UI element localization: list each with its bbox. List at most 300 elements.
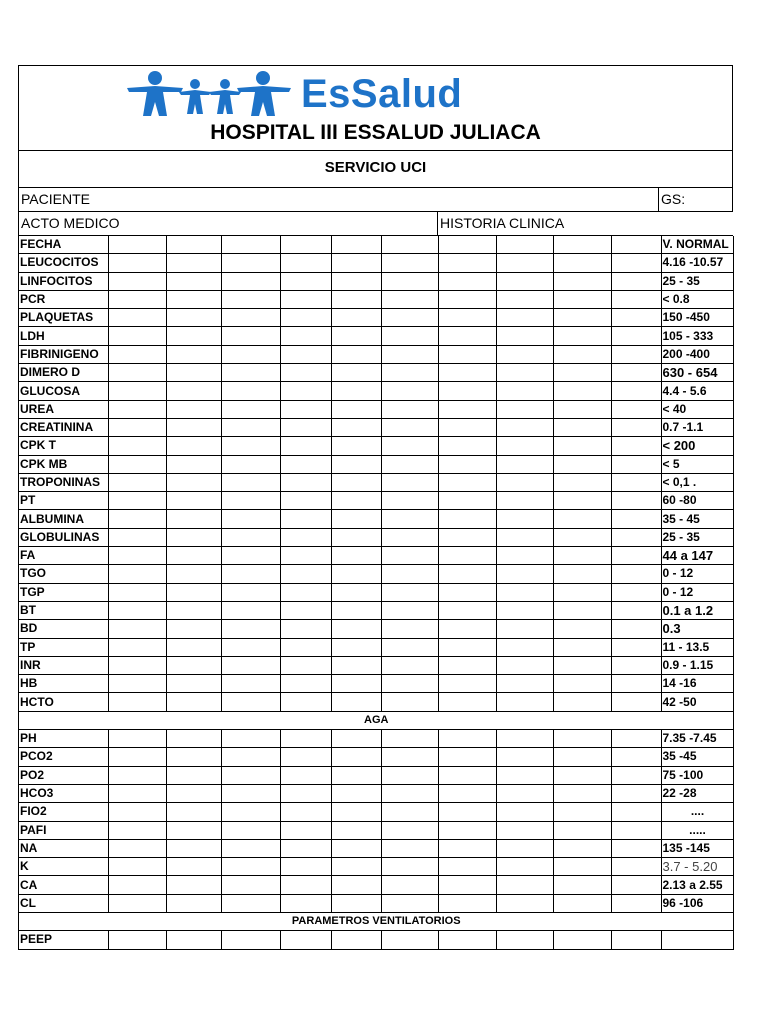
result-cell[interactable] — [496, 254, 553, 272]
result-cell[interactable] — [108, 931, 166, 949]
result-cell[interactable] — [553, 437, 611, 455]
result-cell[interactable] — [108, 601, 166, 619]
result-cell[interactable] — [280, 748, 331, 766]
result-cell[interactable] — [166, 675, 221, 693]
result-cell[interactable] — [553, 309, 611, 327]
result-cell[interactable] — [553, 382, 611, 400]
result-cell[interactable] — [280, 858, 331, 876]
result-cell[interactable] — [331, 565, 381, 583]
result-cell[interactable] — [108, 583, 166, 601]
result-cell[interactable] — [108, 254, 166, 272]
result-cell[interactable] — [553, 528, 611, 546]
result-cell[interactable] — [438, 473, 496, 491]
result-cell[interactable] — [221, 272, 280, 290]
result-cell[interactable] — [496, 327, 553, 345]
result-cell[interactable] — [280, 345, 331, 363]
result-cell[interactable] — [438, 418, 496, 436]
result-cell[interactable] — [381, 345, 438, 363]
result-cell[interactable] — [280, 272, 331, 290]
result-cell[interactable] — [108, 547, 166, 565]
result-cell[interactable] — [221, 492, 280, 510]
result-cell[interactable] — [381, 821, 438, 839]
result-cell[interactable] — [381, 638, 438, 656]
result-cell[interactable] — [166, 345, 221, 363]
result-cell[interactable] — [166, 254, 221, 272]
patient-field[interactable]: PACIENTE — [19, 188, 659, 211]
result-cell[interactable] — [438, 547, 496, 565]
result-cell[interactable] — [438, 400, 496, 418]
result-cell[interactable] — [381, 492, 438, 510]
result-cell[interactable] — [496, 547, 553, 565]
result-cell[interactable] — [611, 418, 661, 436]
result-cell[interactable] — [496, 675, 553, 693]
result-cell[interactable] — [221, 656, 280, 674]
result-cell[interactable] — [221, 236, 280, 254]
result-cell[interactable] — [553, 876, 611, 894]
result-cell[interactable] — [553, 290, 611, 308]
result-cell[interactable] — [331, 272, 381, 290]
result-cell[interactable] — [496, 290, 553, 308]
result-cell[interactable] — [553, 510, 611, 528]
result-cell[interactable] — [166, 290, 221, 308]
result-cell[interactable] — [280, 876, 331, 894]
result-cell[interactable] — [611, 583, 661, 601]
result-cell[interactable] — [438, 931, 496, 949]
result-cell[interactable] — [166, 693, 221, 711]
result-cell[interactable] — [381, 748, 438, 766]
result-cell[interactable] — [108, 693, 166, 711]
result-cell[interactable] — [221, 638, 280, 656]
result-cell[interactable] — [331, 730, 381, 748]
result-cell[interactable] — [280, 730, 331, 748]
result-cell[interactable] — [108, 784, 166, 802]
result-cell[interactable] — [280, 766, 331, 784]
result-cell[interactable] — [381, 931, 438, 949]
result-cell[interactable] — [331, 638, 381, 656]
result-cell[interactable] — [166, 510, 221, 528]
result-cell[interactable] — [280, 620, 331, 638]
result-cell[interactable] — [331, 931, 381, 949]
result-cell[interactable] — [611, 345, 661, 363]
result-cell[interactable] — [166, 601, 221, 619]
result-cell[interactable] — [381, 455, 438, 473]
result-cell[interactable] — [553, 254, 611, 272]
result-cell[interactable] — [438, 693, 496, 711]
result-cell[interactable] — [221, 601, 280, 619]
result-cell[interactable] — [496, 309, 553, 327]
result-cell[interactable] — [381, 547, 438, 565]
result-cell[interactable] — [108, 418, 166, 436]
result-cell[interactable] — [221, 473, 280, 491]
result-cell[interactable] — [221, 583, 280, 601]
result-cell[interactable] — [108, 620, 166, 638]
result-cell[interactable] — [331, 547, 381, 565]
result-cell[interactable] — [166, 565, 221, 583]
result-cell[interactable] — [166, 858, 221, 876]
result-cell[interactable] — [221, 437, 280, 455]
result-cell[interactable] — [166, 492, 221, 510]
result-cell[interactable] — [381, 766, 438, 784]
result-cell[interactable] — [611, 693, 661, 711]
result-cell[interactable] — [221, 730, 280, 748]
result-cell[interactable] — [438, 730, 496, 748]
result-cell[interactable] — [331, 656, 381, 674]
result-cell[interactable] — [438, 876, 496, 894]
result-cell[interactable] — [108, 894, 166, 912]
result-cell[interactable] — [611, 748, 661, 766]
result-cell[interactable] — [221, 309, 280, 327]
result-cell[interactable] — [280, 236, 331, 254]
result-cell[interactable] — [611, 821, 661, 839]
result-cell[interactable] — [280, 309, 331, 327]
result-cell[interactable] — [331, 748, 381, 766]
result-cell[interactable] — [381, 620, 438, 638]
result-cell[interactable] — [280, 693, 331, 711]
result-cell[interactable] — [381, 784, 438, 802]
result-cell[interactable] — [611, 327, 661, 345]
result-cell[interactable] — [221, 766, 280, 784]
result-cell[interactable] — [438, 821, 496, 839]
result-cell[interactable] — [381, 803, 438, 821]
result-cell[interactable] — [381, 693, 438, 711]
result-cell[interactable] — [280, 894, 331, 912]
result-cell[interactable] — [221, 784, 280, 802]
result-cell[interactable] — [553, 345, 611, 363]
result-cell[interactable] — [166, 638, 221, 656]
result-cell[interactable] — [496, 803, 553, 821]
result-cell[interactable] — [280, 638, 331, 656]
result-cell[interactable] — [166, 730, 221, 748]
result-cell[interactable] — [331, 839, 381, 857]
result-cell[interactable] — [381, 272, 438, 290]
result-cell[interactable] — [381, 858, 438, 876]
result-cell[interactable] — [166, 620, 221, 638]
result-cell[interactable] — [611, 839, 661, 857]
result-cell[interactable] — [438, 583, 496, 601]
result-cell[interactable] — [496, 620, 553, 638]
result-cell[interactable] — [280, 510, 331, 528]
result-cell[interactable] — [280, 382, 331, 400]
result-cell[interactable] — [381, 254, 438, 272]
result-cell[interactable] — [553, 784, 611, 802]
result-cell[interactable] — [496, 418, 553, 436]
result-cell[interactable] — [496, 473, 553, 491]
result-cell[interactable] — [221, 364, 280, 382]
result-cell[interactable] — [166, 839, 221, 857]
result-cell[interactable] — [611, 547, 661, 565]
result-cell[interactable] — [221, 510, 280, 528]
result-cell[interactable] — [496, 382, 553, 400]
result-cell[interactable] — [381, 382, 438, 400]
result-cell[interactable] — [331, 675, 381, 693]
result-cell[interactable] — [611, 638, 661, 656]
result-cell[interactable] — [331, 894, 381, 912]
result-cell[interactable] — [611, 876, 661, 894]
result-cell[interactable] — [553, 730, 611, 748]
result-cell[interactable] — [496, 528, 553, 546]
result-cell[interactable] — [166, 528, 221, 546]
result-cell[interactable] — [331, 418, 381, 436]
result-cell[interactable] — [108, 565, 166, 583]
result-cell[interactable] — [166, 437, 221, 455]
result-cell[interactable] — [438, 656, 496, 674]
result-cell[interactable] — [438, 382, 496, 400]
result-cell[interactable] — [553, 418, 611, 436]
result-cell[interactable] — [381, 601, 438, 619]
result-cell[interactable] — [221, 876, 280, 894]
result-cell[interactable] — [331, 620, 381, 638]
historia-clinica-field[interactable]: HISTORIA CLINICA — [440, 215, 565, 231]
result-cell[interactable] — [553, 547, 611, 565]
result-cell[interactable] — [438, 437, 496, 455]
result-cell[interactable] — [381, 290, 438, 308]
result-cell[interactable] — [438, 272, 496, 290]
result-cell[interactable] — [438, 364, 496, 382]
result-cell[interactable] — [221, 803, 280, 821]
result-cell[interactable] — [221, 931, 280, 949]
result-cell[interactable] — [553, 693, 611, 711]
result-cell[interactable] — [496, 748, 553, 766]
result-cell[interactable] — [331, 803, 381, 821]
result-cell[interactable] — [553, 327, 611, 345]
result-cell[interactable] — [553, 492, 611, 510]
result-cell[interactable] — [108, 437, 166, 455]
result-cell[interactable] — [280, 839, 331, 857]
result-cell[interactable] — [553, 656, 611, 674]
result-cell[interactable] — [166, 803, 221, 821]
result-cell[interactable] — [496, 931, 553, 949]
result-cell[interactable] — [280, 364, 331, 382]
result-cell[interactable] — [108, 400, 166, 418]
result-cell[interactable] — [166, 236, 221, 254]
result-cell[interactable] — [611, 254, 661, 272]
result-cell[interactable] — [553, 272, 611, 290]
result-cell[interactable] — [611, 455, 661, 473]
result-cell[interactable] — [381, 309, 438, 327]
result-cell[interactable] — [381, 400, 438, 418]
result-cell[interactable] — [108, 364, 166, 382]
result-cell[interactable] — [553, 583, 611, 601]
result-cell[interactable] — [280, 290, 331, 308]
result-cell[interactable] — [166, 364, 221, 382]
result-cell[interactable] — [166, 473, 221, 491]
result-cell[interactable] — [221, 382, 280, 400]
result-cell[interactable] — [166, 547, 221, 565]
result-cell[interactable] — [166, 894, 221, 912]
result-cell[interactable] — [553, 473, 611, 491]
result-cell[interactable] — [381, 583, 438, 601]
result-cell[interactable] — [438, 894, 496, 912]
result-cell[interactable] — [496, 656, 553, 674]
result-cell[interactable] — [438, 620, 496, 638]
result-cell[interactable] — [553, 236, 611, 254]
result-cell[interactable] — [280, 400, 331, 418]
result-cell[interactable] — [221, 418, 280, 436]
result-cell[interactable] — [108, 656, 166, 674]
result-cell[interactable] — [381, 656, 438, 674]
result-cell[interactable] — [496, 821, 553, 839]
result-cell[interactable] — [331, 254, 381, 272]
result-cell[interactable] — [108, 327, 166, 345]
result-cell[interactable] — [221, 290, 280, 308]
result-cell[interactable] — [496, 583, 553, 601]
result-cell[interactable] — [331, 437, 381, 455]
result-cell[interactable] — [331, 236, 381, 254]
result-cell[interactable] — [331, 364, 381, 382]
result-cell[interactable] — [166, 327, 221, 345]
result-cell[interactable] — [496, 766, 553, 784]
result-cell[interactable] — [438, 601, 496, 619]
result-cell[interactable] — [108, 766, 166, 784]
result-cell[interactable] — [553, 601, 611, 619]
result-cell[interactable] — [438, 510, 496, 528]
result-cell[interactable] — [331, 473, 381, 491]
result-cell[interactable] — [221, 894, 280, 912]
result-cell[interactable] — [438, 784, 496, 802]
result-cell[interactable] — [438, 290, 496, 308]
result-cell[interactable] — [331, 528, 381, 546]
result-cell[interactable] — [166, 784, 221, 802]
result-cell[interactable] — [280, 327, 331, 345]
result-cell[interactable] — [381, 839, 438, 857]
result-cell[interactable] — [553, 821, 611, 839]
result-cell[interactable] — [166, 309, 221, 327]
result-cell[interactable] — [553, 455, 611, 473]
result-cell[interactable] — [611, 620, 661, 638]
result-cell[interactable] — [166, 766, 221, 784]
result-cell[interactable] — [381, 327, 438, 345]
result-cell[interactable] — [438, 675, 496, 693]
result-cell[interactable] — [381, 730, 438, 748]
result-cell[interactable] — [108, 638, 166, 656]
result-cell[interactable] — [108, 858, 166, 876]
result-cell[interactable] — [381, 236, 438, 254]
result-cell[interactable] — [611, 675, 661, 693]
result-cell[interactable] — [611, 730, 661, 748]
result-cell[interactable] — [221, 327, 280, 345]
result-cell[interactable] — [611, 437, 661, 455]
result-cell[interactable] — [553, 803, 611, 821]
result-cell[interactable] — [438, 528, 496, 546]
result-cell[interactable] — [611, 766, 661, 784]
result-cell[interactable] — [611, 565, 661, 583]
result-cell[interactable] — [553, 400, 611, 418]
result-cell[interactable] — [496, 693, 553, 711]
result-cell[interactable] — [611, 364, 661, 382]
result-cell[interactable] — [381, 528, 438, 546]
result-cell[interactable] — [280, 784, 331, 802]
result-cell[interactable] — [331, 510, 381, 528]
result-cell[interactable] — [611, 528, 661, 546]
result-cell[interactable] — [496, 272, 553, 290]
result-cell[interactable] — [381, 565, 438, 583]
result-cell[interactable] — [553, 931, 611, 949]
result-cell[interactable] — [438, 858, 496, 876]
result-cell[interactable] — [108, 748, 166, 766]
result-cell[interactable] — [108, 290, 166, 308]
result-cell[interactable] — [166, 418, 221, 436]
result-cell[interactable] — [331, 382, 381, 400]
result-cell[interactable] — [611, 858, 661, 876]
result-cell[interactable] — [331, 583, 381, 601]
result-cell[interactable] — [496, 839, 553, 857]
result-cell[interactable] — [496, 437, 553, 455]
result-cell[interactable] — [496, 364, 553, 382]
result-cell[interactable] — [108, 821, 166, 839]
result-cell[interactable] — [438, 455, 496, 473]
result-cell[interactable] — [108, 510, 166, 528]
result-cell[interactable] — [331, 327, 381, 345]
result-cell[interactable] — [496, 638, 553, 656]
result-cell[interactable] — [611, 894, 661, 912]
result-cell[interactable] — [280, 565, 331, 583]
result-cell[interactable] — [280, 931, 331, 949]
result-cell[interactable] — [221, 839, 280, 857]
result-cell[interactable] — [381, 510, 438, 528]
result-cell[interactable] — [331, 766, 381, 784]
result-cell[interactable] — [611, 656, 661, 674]
result-cell[interactable] — [496, 730, 553, 748]
result-cell[interactable] — [108, 236, 166, 254]
result-cell[interactable] — [438, 748, 496, 766]
result-cell[interactable] — [611, 931, 661, 949]
result-cell[interactable] — [381, 876, 438, 894]
result-cell[interactable] — [438, 565, 496, 583]
result-cell[interactable] — [331, 601, 381, 619]
result-cell[interactable] — [108, 730, 166, 748]
result-cell[interactable] — [280, 528, 331, 546]
result-cell[interactable] — [108, 876, 166, 894]
result-cell[interactable] — [331, 309, 381, 327]
result-cell[interactable] — [280, 601, 331, 619]
result-cell[interactable] — [331, 290, 381, 308]
result-cell[interactable] — [108, 272, 166, 290]
result-cell[interactable] — [280, 821, 331, 839]
result-cell[interactable] — [166, 583, 221, 601]
result-cell[interactable] — [496, 345, 553, 363]
result-cell[interactable] — [611, 309, 661, 327]
result-cell[interactable] — [108, 309, 166, 327]
result-cell[interactable] — [280, 547, 331, 565]
result-cell[interactable] — [166, 455, 221, 473]
result-cell[interactable] — [108, 803, 166, 821]
result-cell[interactable] — [280, 455, 331, 473]
result-cell[interactable] — [381, 675, 438, 693]
result-cell[interactable] — [221, 858, 280, 876]
result-cell[interactable] — [221, 400, 280, 418]
result-cell[interactable] — [166, 272, 221, 290]
result-cell[interactable] — [611, 236, 661, 254]
gs-field[interactable]: GS: — [659, 188, 733, 211]
result-cell[interactable] — [108, 675, 166, 693]
result-cell[interactable] — [108, 839, 166, 857]
result-cell[interactable] — [611, 492, 661, 510]
result-cell[interactable] — [166, 821, 221, 839]
result-cell[interactable] — [553, 364, 611, 382]
result-cell[interactable] — [611, 382, 661, 400]
result-cell[interactable] — [280, 437, 331, 455]
result-cell[interactable] — [331, 858, 381, 876]
result-cell[interactable] — [331, 400, 381, 418]
result-cell[interactable] — [331, 693, 381, 711]
result-cell[interactable] — [381, 437, 438, 455]
result-cell[interactable] — [221, 345, 280, 363]
result-cell[interactable] — [496, 236, 553, 254]
result-cell[interactable] — [280, 418, 331, 436]
result-cell[interactable] — [611, 803, 661, 821]
result-cell[interactable] — [438, 803, 496, 821]
result-cell[interactable] — [553, 894, 611, 912]
